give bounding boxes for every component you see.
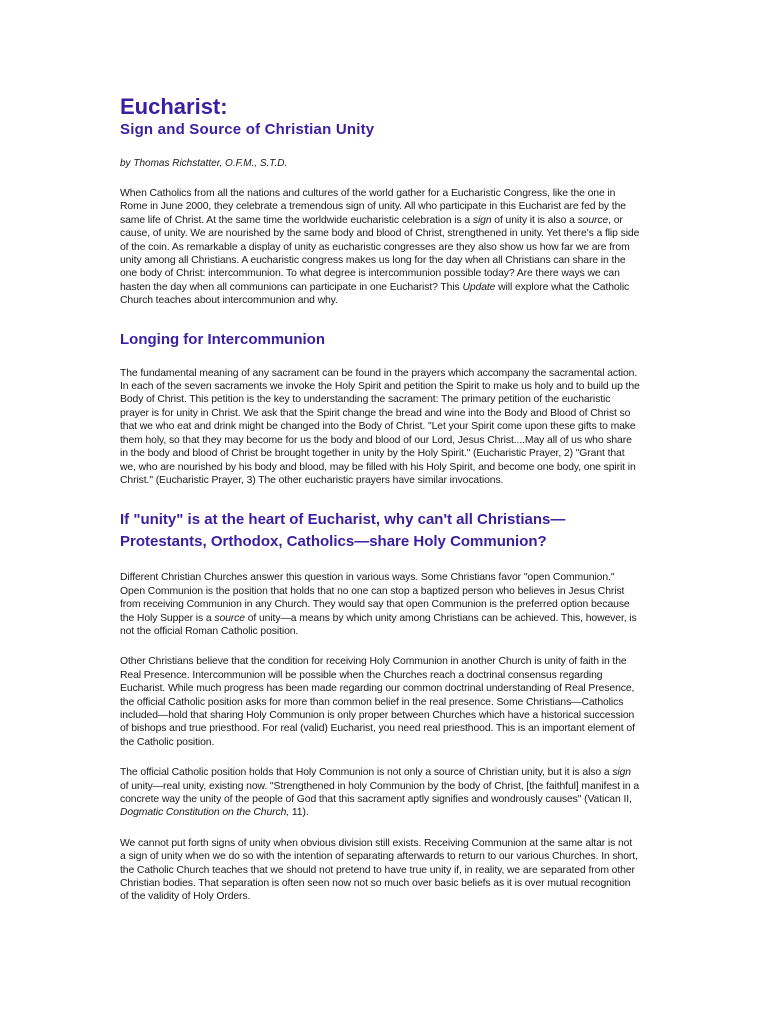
catholic-position-paragraph xyxy=(120,766,640,820)
page-subtitle: Sign and Source of Christian Unity xyxy=(120,121,375,138)
intro-text-1: When Catholics from all the nations and cultures of the world gather for a Eucharistic Congress, like the one in Rome in June 2000, they celebrate a tremendous sign of unity. All who participate in this Eucharist are fed by the same life of Christ. At the same time the worldwide eucharistic celebration is a xyxy=(120,188,626,226)
catholic-position-text-3: 11). xyxy=(289,807,309,819)
intro-text-4: will explore what the Catholic Church teaches about intercommunion and why. xyxy=(120,281,630,307)
real-presence-paragraph: Other Christians believe that the condition for receiving Holy Communion in another Church is unity of faith in the Real Presence. Intercommunion will be possible when the Churches reach a doctrinal consensus regarding Eucharist. While much progress has been made regarding our common doctrinal understanding of Real Presence, the official Catholic position asks for more than common belief in the real presence. Some Christians—Catholics included—hold that sharing Holy Communion is only proper between Churches which have a historical succession of bishops and true priesthood. For real (valid) Eucharist, you need real priesthood. This is an important element of the Catholic position. xyxy=(120,656,635,748)
intro-paragraph xyxy=(120,187,640,308)
division-paragraph: We cannot put forth signs of unity when obvious division still exists. Receiving Communion at the same altar is not a sign of unity when we do so with the intention of separating afterwards to return to our various Churches. In short, the Catholic Church teaches that we should not pretend to have true unity if, in reality, we are separated from other Christian bodies. That separation is often seen now not so much over basic beliefs as it is over mutual recognition of the validity of Holy Orders. xyxy=(120,837,638,903)
open-communion-text-1: Different Christian Churches answer this question in various ways. Some Christians favor "open Communion." Open Communion is the position that holds that no one can stop a baptized person who believes in Jesus Christ from receiving Communion in any Church. They would say that open Communion is the preferred option because the Holy Supper is a xyxy=(120,572,630,624)
intro-emphasis-sign: sign xyxy=(472,214,492,226)
section-heading-unity-question: If "unity" is at the heart of Eucharist, why can't all Christians—Protestants, Orthodox, Catholics—share Holy Communion? xyxy=(120,511,566,551)
catholic-position-emphasis-sign: sign xyxy=(612,767,631,779)
open-communion-emphasis-source: source xyxy=(214,612,245,624)
catholic-position-text-1: The official Catholic position holds that Holy Communion is not only a source of Christian unity, but it is also a xyxy=(120,767,613,779)
catholic-position-emphasis-document: Dogmatic Constitution on the Church, xyxy=(120,807,290,819)
catholic-position-text-2: of unity—real unity, existing now. "Strengthened in holy Communion by the body of Christ, [the faithful] manifest in a concrete way the unity of the people of God that this sacrament aptly signifies and wondrously causes" (Vatican II, xyxy=(120,780,640,805)
section-heading-intercommunion: Longing for Intercommunion xyxy=(120,330,325,348)
page-title: Eucharist: xyxy=(120,94,228,119)
byline: by Thomas Richstatter, O.F.M., S.T.D. xyxy=(120,158,288,169)
intro-emphasis-source: source xyxy=(577,214,609,226)
open-communion-text-2: of unity—a means by which unity among Christians can be achieved. This, however, is not the official Roman Catholic position. xyxy=(120,612,637,637)
sacrament-paragraph: The fundamental meaning of any sacrament can be found in the prayers which accompany the sacramental action. In each of the seven sacraments we invoke the Holy Spirit and petition the Spirit to make us holy and to build up the Body of Christ. This petition is the key to understanding the sacrament: The primary petition of the eucharistic prayer is for unity in Christ. We ask that the Spirit change the bread and wine into the Body and Blood of Christ so that we who eat and drink might be changed into the Body of Christ. "Let your Spirit come upon these gifts to make them holy, so that they may become for us the body and blood of our Lord, Jesus Christ....May all of us who share in the body and blood of Christ be brought together in unity by the Holy Spirit." (Eucharistic Prayer, 2) "Grant that we, who are nourished by his body and blood, may be filled with his Holy Spirit, and become one body, one spirit in Christ." (Eucharistic Prayer, 3) The other eucharistic prayers have similar invocations. xyxy=(120,367,640,486)
intro-text-2: of unity it is also a xyxy=(491,214,578,226)
intro-text-3: , or cause, of unity. We are nourished by the same body and blood of Christ, strengthened in unity. Yet there's a flip side of the coin. As remarkable a display of unity as eucharistic congresses are they also show us how far we are from unity among all Christians. A eucharistic congress makes us long for the day when all Christians can share in the one body of Christ: intercommunion. To what degree is intercommunion possible today? Are there ways we can hasten the day when all communions can participate in one Eucharist? This xyxy=(120,214,640,293)
intro-emphasis-update: Update xyxy=(462,281,496,293)
article xyxy=(120,94,640,904)
open-communion-paragraph xyxy=(120,571,640,638)
